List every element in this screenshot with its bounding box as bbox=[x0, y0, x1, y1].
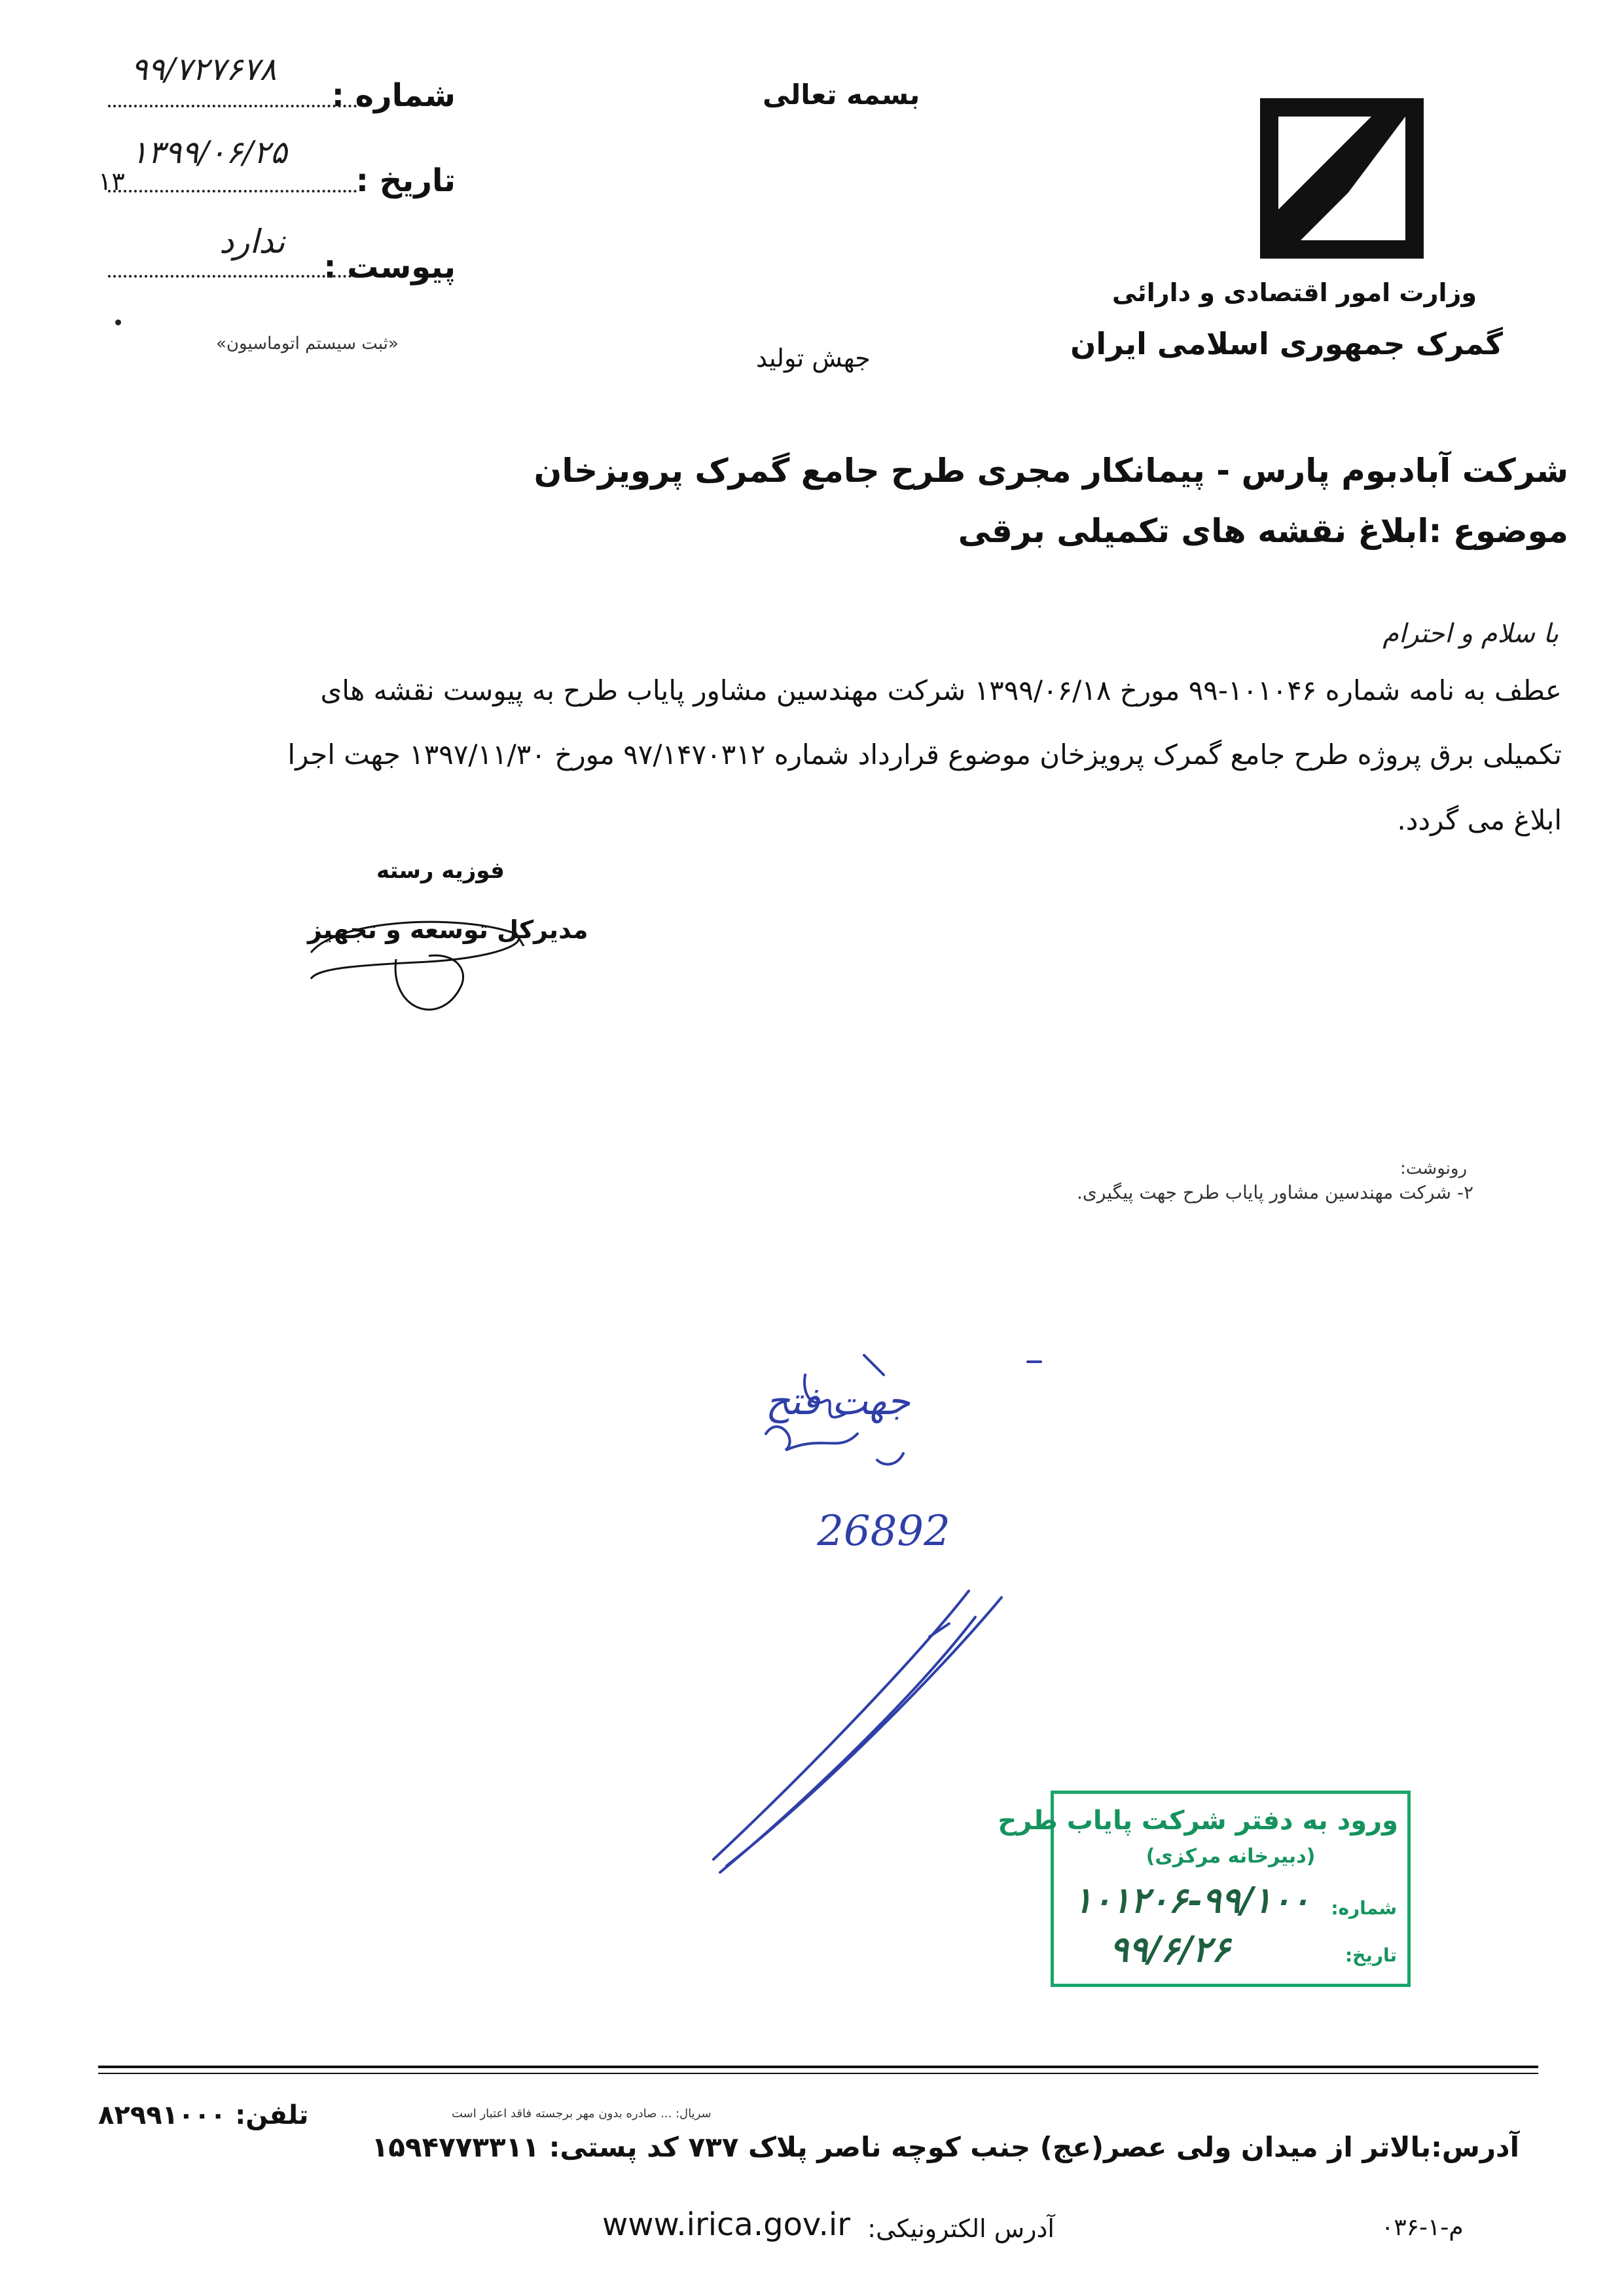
date-dotted-line bbox=[108, 190, 357, 192]
attachment-label: پیوست : bbox=[323, 249, 456, 285]
footer-divider-thin bbox=[98, 2073, 1538, 2074]
customs-name: گمرک جمهوری اسلامی ایران bbox=[1070, 326, 1503, 361]
stamp-date-label: تاریخ: bbox=[1344, 1944, 1397, 1966]
stamp-date-value: ۹۹/۶/۲۶ bbox=[1110, 1928, 1231, 1970]
body-line-2: تکمیلی برق پروژه طرح جامع گمرک پرویزخان موضوع قرارداد شماره ۹۷/۱۴۷۰۳۱۲ مورخ ۱۳۹۷/۱۱/۳۰ جهت اجرا bbox=[287, 738, 1562, 771]
footer-address: آدرس:بالاتر از میدان ولی عصر(عج) جنب کوچه ناصر پلاک ۷۳۷ کد پستی: ۱۵۹۴۷۷۳۳۱۱ bbox=[371, 2131, 1519, 2163]
greeting: با سلام و احترام bbox=[1382, 619, 1559, 649]
handwritten-note: جهت فتح bbox=[765, 1379, 911, 1423]
date-label: تاریخ : bbox=[355, 162, 456, 199]
number-value: ۹۹/۷۲۷۶۷۸ bbox=[131, 51, 277, 88]
website-link[interactable]: www.irica.gov.ir bbox=[602, 2206, 850, 2243]
cc-item: ۲- شرکت مهندسین مشاور پایاب طرح جهت پیگیری. bbox=[1077, 1182, 1473, 1203]
date-value: ۱۳۹۹/۰۶/۲۵ bbox=[131, 134, 287, 171]
stamp-number-label: شماره: bbox=[1331, 1897, 1397, 1919]
signature-scribble-icon bbox=[298, 907, 547, 1028]
footer-phone: تلفن: ۸۲۹۹۱۰۰۰ bbox=[98, 2100, 309, 2130]
footer-serial-note: سریال: ... صادره بدون مهر برجسته فاقد اعتبار است bbox=[452, 2107, 712, 2121]
footer-divider bbox=[98, 2066, 1538, 2068]
handwritten-code: 26892 bbox=[817, 1507, 950, 1556]
signatory-name: فوزیه رسته bbox=[376, 858, 505, 884]
cc-label: رونوشت: bbox=[1400, 1159, 1467, 1178]
body-line-1: عطف به نامه شماره ۱۰۱۰۴۶-۹۹ مورخ ۱۳۹۹/۰۶/۱۸ شرکت مهندسین مشاور پایاب طرح به پیوست نقشه های bbox=[320, 674, 1562, 706]
receipt-stamp bbox=[998, 1791, 1411, 1987]
stamp-title: ورود به دفتر شرکت پایاب طرح bbox=[998, 1806, 1398, 1836]
attachment-value: ندارد bbox=[219, 223, 285, 261]
automation-note: «ثبت سیستم اتوماسیون» bbox=[216, 334, 399, 354]
stamp-number-value: ۱۰۱۲۰۶-۹۹/۱۰۰ bbox=[1074, 1879, 1310, 1921]
attachment-dotted-line bbox=[108, 275, 357, 278]
date-prefix: ۱۳ bbox=[98, 167, 125, 196]
recipient-line: شرکت آبادبوم پارس - پیمانکار مجری طرح جامع گمرک پرویزخان bbox=[533, 452, 1568, 490]
ministry-name: وزارت امور اقتصادی و دارائی bbox=[1112, 278, 1477, 307]
customs-logo-icon bbox=[1260, 98, 1424, 259]
signatory-title: مدیرکل توسعه و تجهیز bbox=[308, 915, 588, 944]
number-label: شماره : bbox=[331, 77, 456, 114]
body-line-3: ابلاغ می گردد. bbox=[1397, 804, 1562, 836]
production-slogan: جهش تولید bbox=[756, 344, 871, 373]
stamp-subtitle: (دبیرخانه مرکزی) bbox=[1146, 1845, 1316, 1868]
number-dotted-line bbox=[108, 105, 357, 107]
subject-line: موضوع :ابلاغ نقشه های تکمیلی برقی bbox=[958, 512, 1568, 550]
form-code: م-۱-۰۳۶ bbox=[1381, 2214, 1464, 2241]
dot-mark bbox=[115, 319, 121, 325]
website-label: آدرس الکترونیکی: bbox=[867, 2214, 1055, 2243]
bismillah-heading: بسمه تعالی bbox=[763, 79, 920, 111]
